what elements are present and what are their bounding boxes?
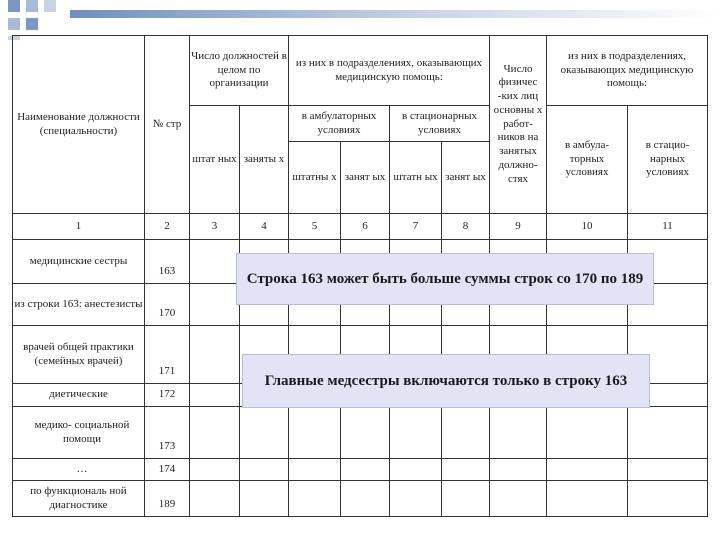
callout-note-1: Строка 163 может быть больше суммы строк со 170 по 189 xyxy=(236,253,654,305)
row-line: 170 xyxy=(145,284,190,326)
column-number: 3 xyxy=(190,214,240,240)
header-row-no: № стр xyxy=(145,36,190,214)
header-name: Наименование должности (специальности) xyxy=(13,36,145,214)
header-total-positions: Число должностей в целом по организации xyxy=(190,36,289,106)
header-amb-staff: штатны х xyxy=(289,142,341,214)
column-number: 10 xyxy=(547,214,628,240)
row-line: 163 xyxy=(145,240,190,284)
row-line: 172 xyxy=(145,384,190,407)
row-name: из строки 163: анестезисты xyxy=(13,284,145,326)
header-inpatient: в стационарных условиях xyxy=(390,106,490,142)
header-amb-occupied: занят ых xyxy=(341,142,390,214)
row-name: медицинские сестры xyxy=(13,240,145,284)
column-number: 7 xyxy=(390,214,442,240)
title-bar-gradient xyxy=(70,10,720,18)
header-occupied: заняты х xyxy=(240,106,289,214)
column-number: 11 xyxy=(628,214,708,240)
column-number: 1 xyxy=(13,214,145,240)
row-name: врачей общей практики (семейных врачей) xyxy=(13,326,145,384)
row-line: 171 xyxy=(145,326,190,384)
header-phys-inpatient: в стацио- нарных условиях xyxy=(628,106,708,214)
row-name: … xyxy=(13,459,145,481)
row-line: 189 xyxy=(145,481,190,517)
header-physical-persons: Число физичес -ких лиц основны х работ- ников на занятых должно- стях xyxy=(490,36,547,214)
callout-note-2: Главные медсестры включаются только в строку 163 xyxy=(242,354,650,408)
header-subdivisions: из них в подразделениях, оказывающих медицинскую помощь: xyxy=(289,36,490,106)
header-phys-ambulatory: в амбула- торных условиях xyxy=(547,106,628,214)
row-name: диетические xyxy=(13,384,145,407)
table-row xyxy=(13,481,708,517)
header-ambulatory: в амбулаторных условиях xyxy=(289,106,390,142)
column-number: 6 xyxy=(341,214,390,240)
row-name: медико- социальной помощи xyxy=(13,407,145,459)
header-inp-occupied: занят ых xyxy=(442,142,490,214)
table-row xyxy=(13,459,708,481)
column-number: 4 xyxy=(240,214,289,240)
column-number: 5 xyxy=(289,214,341,240)
column-number: 2 xyxy=(145,214,190,240)
row-line: 173 xyxy=(145,407,190,459)
row-name: по функциональ ной диагностике xyxy=(13,481,145,517)
header-phys-subdivisions: из них в подразделениях, оказывающих медицинскую помощь: xyxy=(547,36,708,106)
table-row xyxy=(13,407,708,459)
row-line: 174 xyxy=(145,459,190,481)
header-staff: штат ных xyxy=(190,106,240,214)
corner-decoration xyxy=(0,0,60,40)
column-number: 9 xyxy=(490,214,547,240)
column-number: 8 xyxy=(442,214,490,240)
header-inp-staff: штатн ых xyxy=(390,142,442,214)
